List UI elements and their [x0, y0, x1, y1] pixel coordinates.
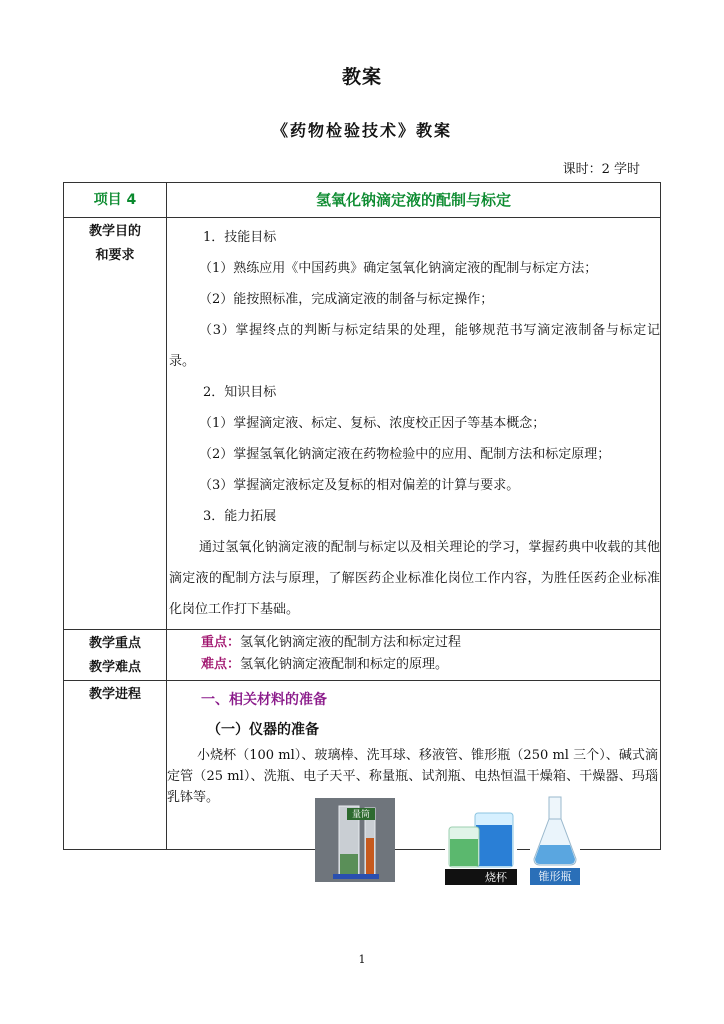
section-heading: 一、相关材料的准备 — [201, 692, 327, 708]
page-number: 1 — [358, 953, 366, 966]
project-title: 氢氧化钠滴定液的配制与标定 — [315, 191, 511, 209]
project-label: 项目 4 — [93, 192, 137, 208]
knowledge-item: （2）掌握氢氧化钠滴定液在药物检验中的应用、配制方法和标定原理； — [199, 447, 611, 462]
objectives-row — [64, 218, 661, 630]
objectives-label: 教学目的 和要求 — [88, 224, 141, 263]
subsection-heading: （一）仪器的准备 — [207, 722, 319, 738]
ability-heading: 3．能力拓展 — [203, 509, 277, 524]
project-row — [64, 183, 661, 218]
lesson-time: 课时：2 学时 — [562, 162, 640, 177]
skill-item: （2）能按照标准，完成滴定液的制备与标定操作； — [199, 292, 494, 307]
key-points-label: 教学重点 教学难点 — [88, 636, 141, 675]
instrument-list: 小烧杯（100 ml）、玻璃棒、洗耳球、移液管、锥形瓶（250 ml 三个）、碱式滴定管（25 ml）、洗瓶、电子天平、称量瓶、试剂瓶、电热恒温干燥箱、干燥器、玛瑙乳钵等。 — [167, 748, 658, 805]
key-points-content — [167, 630, 660, 678]
lesson-plan-table — [63, 182, 661, 850]
conical-flask-image — [530, 793, 580, 885]
graduated-cylinder-image — [315, 798, 395, 882]
beaker-image — [445, 805, 517, 885]
ability-text: 通过氢氧化钠滴定液的配制与标定以及相关理论的学习，掌握药典中收载的其他滴定液的配制方法与原理，了解医药企业标准化岗位工作内容，为胜任医药企业标准化岗位工作打下基础。 — [169, 540, 660, 617]
focus-text: 氢氧化钠滴定液的配制方法和标定过程 — [240, 635, 462, 650]
knowledge-heading: 2．知识目标 — [203, 385, 277, 400]
flask-caption: 锥形瓶 — [538, 870, 572, 883]
knowledge-item: （3）掌握滴定液标定及复标的相对偏差的计算与要求。 — [199, 478, 520, 493]
beaker-caption: 烧杯 — [485, 871, 507, 884]
document-subtitle: 《药物检验技术》教案 — [271, 121, 452, 140]
document-title: 教案 — [341, 66, 382, 88]
skill-item: （1）熟练应用《中国药典》确定氢氧化钠滴定液的配制与标定方法； — [199, 261, 598, 276]
objectives-content — [167, 218, 660, 629]
skill-item: （3）掌握终点的判断与标定结果的处理，能够规范书写滴定液制备与标定记录。 — [169, 323, 660, 369]
process-label: 教学进程 — [88, 687, 141, 702]
focus-tag: 重点： — [201, 635, 241, 650]
skill-heading: 1．技能目标 — [203, 230, 277, 245]
difficulty-tag: 难点： — [201, 657, 241, 672]
key-points-row — [64, 630, 661, 681]
cylinder-label: 量筒 — [351, 810, 370, 820]
difficulty-text: 氢氧化钠滴定液配制和标定的原理。 — [240, 657, 449, 672]
knowledge-item: （1）掌握滴定液、标定、复标、浓度校正因子等基本概念； — [199, 416, 546, 431]
